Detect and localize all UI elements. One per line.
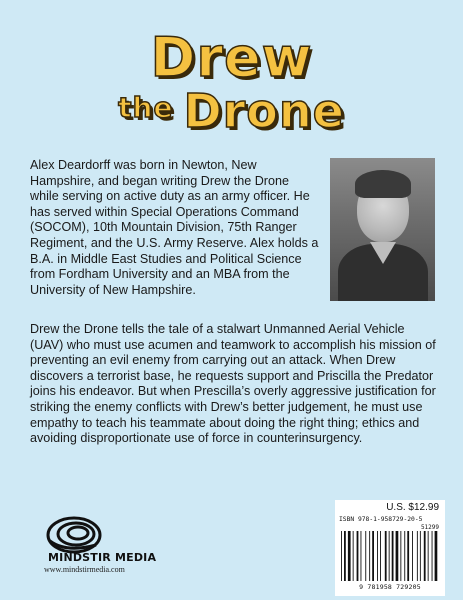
barcode-bar: [357, 531, 359, 581]
barcode-panel: [335, 500, 445, 596]
barcode-bar: [380, 531, 381, 581]
barcode-bar: [372, 531, 374, 581]
barcode-bar: [417, 531, 418, 581]
barcode-bar: [396, 531, 399, 581]
barcode-bar: [400, 531, 401, 581]
barcode-bar: [353, 531, 354, 581]
book-blurb: Drew the Drone tells the tale of a stalwart Unmanned Aerial Vehicle (UAV) who must use acumen and teamwork to accomplish his mission of preventing an evil enemy from carrying out an attack. When Drew discovers a terrorist base, he requests support and Priscilla the Predator joins his endeavor. But when Prescilla’s overly aggressive justification for striking the enemy conflicts with Drew’s better judgement, he must use empathy to teach his teammate about doing the right thing; ethics and avoiding disproportionate use of force in counterinsurgency.: [30, 322, 436, 446]
barcode-bar: [407, 531, 409, 581]
barcode-bar: [389, 531, 390, 581]
title-drone: Drone: [183, 84, 345, 138]
author-photo-hair: [355, 170, 411, 198]
barcode-bar: [404, 531, 405, 581]
barcode-bar: [341, 531, 342, 581]
barcode-bar: [365, 531, 366, 581]
title-the: the: [118, 91, 174, 124]
title-line-2: [0, 84, 463, 138]
author-photo: [330, 158, 435, 301]
barcode-bar: [432, 531, 433, 581]
barcode-bar: [435, 531, 438, 581]
barcode-bar: [348, 531, 351, 581]
barcode-digits: 9 781958 729205: [359, 583, 421, 591]
title-line-1: Drew: [150, 26, 313, 89]
barcode-bar: [420, 531, 421, 581]
barcode-bar: [361, 531, 362, 581]
barcode-bar: [369, 531, 370, 581]
barcode-bar: [377, 531, 378, 581]
barcode-bar: [428, 531, 429, 581]
barcode-bar: [424, 531, 426, 581]
isbn-label: ISBN 978-1-958729-20-5: [339, 516, 423, 523]
barcode-bar: [392, 531, 394, 581]
publisher-name: MINDSTIR MEDIA: [48, 551, 157, 564]
barcode-bar: [385, 531, 387, 581]
publisher-url: www.mindstirmedia.com: [44, 565, 125, 574]
barcode-bars: [341, 531, 440, 581]
barcode-bar: [412, 531, 413, 581]
price-label: U.S. $12.99: [386, 502, 439, 513]
barcode-bar: [344, 531, 346, 581]
price-code: 51299: [420, 524, 439, 531]
author-bio: Alex Deardorff was born in Newton, New Hampshire, and began writing Drew the Drone while serving on active duty as an army officer. He has served within Special Operations Command (SOCOM), 10th Mountain Division, 75th Ranger Regiment, and the U.S. Army Reserve. Alex holds a B.A. in Middle East Studies and Political Science from Fordham University and an MBA from the University of New Hampshire.: [30, 158, 319, 297]
